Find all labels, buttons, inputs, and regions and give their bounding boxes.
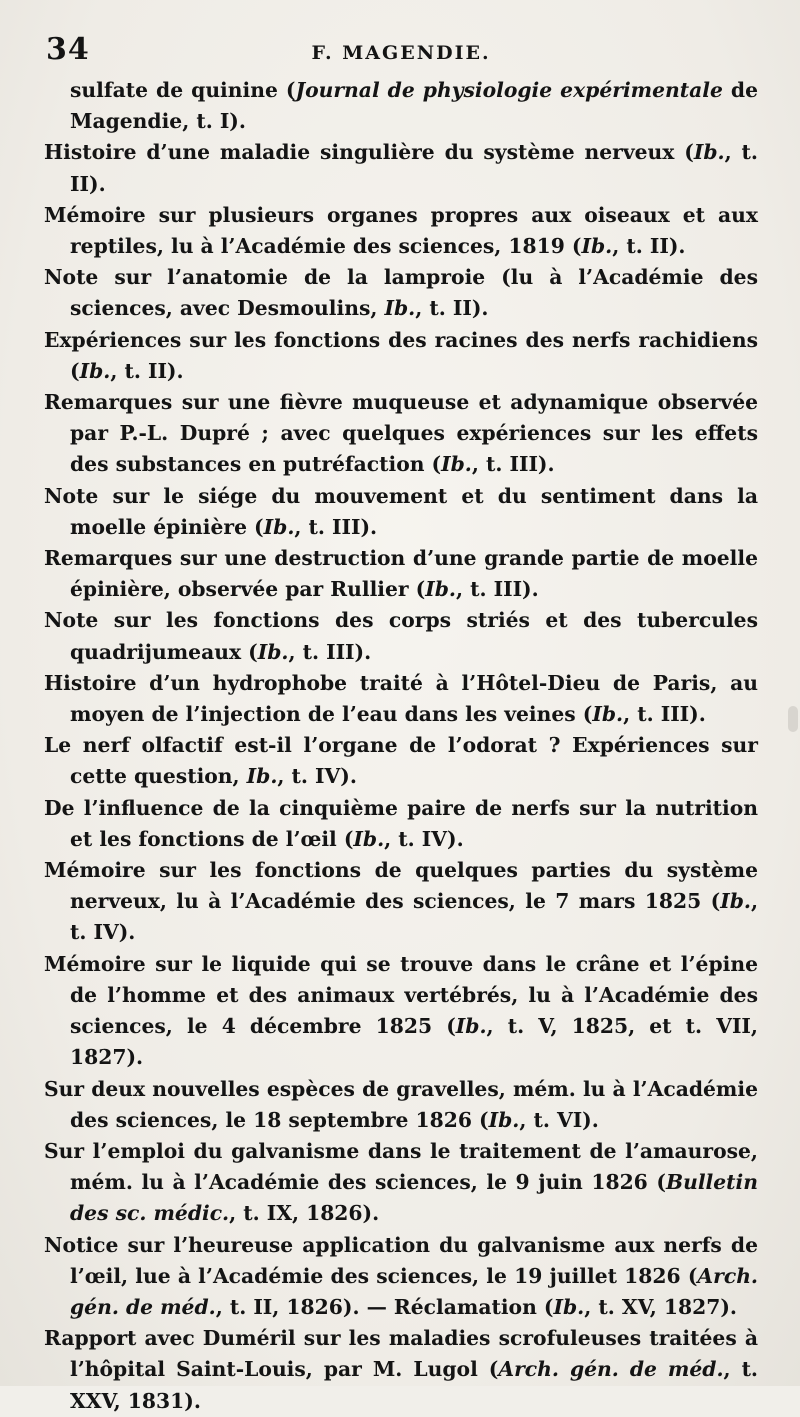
entry-text: , t. V, 1825, et t. VII, 1827). [70, 1014, 758, 1070]
entry-text: , t. II). [415, 296, 489, 321]
page-header [44, 30, 758, 70]
entry-text: , t. IV). [384, 826, 464, 851]
entry-text: Note sur les fonctions des corps striés et des tubercules quadrijumeaux ( [44, 608, 758, 664]
entry-text: Note sur le siége du mouvement et du sentiment dans la moelle épinière ( [44, 483, 758, 539]
entry-source-italic: Ib. [79, 358, 111, 383]
entry-text: De l’influence de la cinquième paire de nerfs sur la nutrition et les fonctions de l’œil ( [44, 795, 758, 851]
entry-source-italic: Ib. [581, 234, 613, 259]
bibliography-entry [44, 730, 758, 792]
entry-text: , t. VI). [519, 1107, 599, 1132]
entry-text: , t. III). [455, 577, 539, 602]
entry-text: , t. IX, 1826). [229, 1201, 380, 1226]
bibliography-entry [44, 1074, 758, 1136]
entry-text: , t. III). [288, 639, 372, 664]
bibliography-entry [44, 543, 758, 605]
entry-source-italic: Ib. [425, 577, 456, 602]
entry-source-italic: Ib. [693, 140, 725, 165]
bibliography-entry [44, 75, 758, 137]
bibliography-entry [44, 1323, 758, 1417]
entry-source-italic: Ib. [553, 1294, 585, 1319]
entry-text: , t. II). [70, 140, 758, 196]
entry-text: Remarques sur une fièvre muqueuse et adynamique observée par P.-L. Dupré ; avec quelques expériences sur les effets des substances en putréfaction ( [44, 390, 758, 477]
bibliography-entry [44, 949, 758, 1074]
entry-source-italic: Journal de physiologie expérimentale [295, 78, 723, 102]
entry-source-italic: Arch. gén. de méd. [70, 1263, 758, 1319]
bibliography-entry [44, 605, 758, 667]
bibliography-list [44, 75, 758, 1417]
running-head: F. MAGENDIE. [311, 42, 491, 64]
entry-text: Histoire d’un hydrophobe traité à l’Hôtel-Dieu de Paris, au moyen de l’injection de l’eau dans les veines ( [44, 670, 758, 727]
entry-source-italic: Ib. [592, 702, 624, 727]
entry-text: , t. II). [612, 234, 686, 259]
entry-text: , t. IV). [277, 764, 357, 789]
bibliography-entry [44, 793, 758, 855]
entry-source-italic: Ib. [720, 889, 751, 914]
entry-text: , t. III). [294, 514, 378, 539]
entry-source-italic: Ib. [263, 514, 295, 539]
bibliography-entry [44, 855, 758, 949]
entry-text: Histoire d’une maladie singulière du système nerveux ( [44, 140, 694, 165]
entry-text: Expériences sur les fonctions des racines des nerfs rachidiens ( [44, 327, 758, 383]
bibliography-entry [44, 1136, 758, 1230]
entry-text: Rapport avec Duméril sur les maladies scrofuleuses traitées à l’hôpital Saint-Louis, par M. Lugol ( [44, 1326, 758, 1382]
entry-source-italic: Ib. [441, 452, 472, 477]
bibliography-entry [44, 387, 758, 481]
entry-source-italic: Ib. [488, 1107, 520, 1132]
entry-source-italic: Ib. [384, 296, 416, 321]
entry-text: Le nerf olfactif est-il l’organe de l’odorat ? Expériences sur cette question, [44, 733, 758, 789]
bibliography-entry [44, 1230, 758, 1324]
bibliography-entry [44, 137, 758, 199]
entry-text: Remarques sur une destruction d’une grande partie de moelle épinière, observée par Rullier ( [44, 546, 758, 602]
entry-text: Sur l’emploi du galvanisme dans le traitement de l’amaurose, mém. lu à l’Académie des sciences, le 9 juin 1826 ( [44, 1138, 758, 1195]
entry-text: , t. XV, 1827). [584, 1294, 737, 1319]
entry-source-italic: Bulletin des sc. médic. [70, 1170, 758, 1226]
entry-text: de Magendie, t. I). [70, 78, 758, 134]
page-number: 34 [46, 32, 90, 67]
paper-blemish [788, 706, 798, 732]
entry-text: Notice sur l’heureuse application du galvanisme aux nerfs de l’œil, lue à l’Académie des sciences, le 19 juillet 1826 ( [44, 1232, 758, 1288]
bibliography-entry [44, 668, 758, 730]
entry-text: , t. XXV, 1831). [70, 1357, 758, 1413]
bibliography-entry [44, 325, 758, 387]
entry-text: Sur deux nouvelles espèces de gravelles, mém. lu à l’Académie des sciences, le 18 septembre 1826 ( [44, 1076, 758, 1132]
entry-text: Mémoire sur le liquide qui se trouve dans le crâne et l’épine de l’homme et des animaux vertébrés, lu à l’Académie des sciences, le 4 décembre 1825 ( [44, 951, 758, 1039]
entry-source-italic: Arch. gén. de méd. [498, 1357, 724, 1382]
entry-source-italic: Ib. [455, 1014, 487, 1039]
entry-text: Mémoire sur plusieurs organes propres aux oiseaux et aux reptiles, lu à l’Académie des sciences, 1819 ( [44, 202, 758, 259]
bibliography-entry [44, 200, 758, 262]
bibliography-entry [44, 481, 758, 543]
entry-text: , t. II, 1826). — Réclamation ( [215, 1294, 554, 1319]
entry-text: , t. III). [471, 452, 555, 477]
entry-text: sulfate de quinine ( [70, 78, 296, 102]
entry-text: , t. II). [110, 358, 184, 383]
entry-text: Mémoire sur les fonctions de quelques parties du système nerveux, lu à l’Académie des sciences, le 7 mars 1825 ( [44, 858, 758, 914]
bibliography-entry [44, 262, 758, 324]
entry-source-italic: Ib. [353, 826, 385, 851]
entry-source-italic: Ib. [257, 639, 289, 664]
entry-text: Note sur l’anatomie de la lamproie (lu à l’Académie des sciences, avec Desmoulins, [44, 265, 758, 321]
entry-text: , t. III). [623, 702, 706, 727]
entry-text: , t. IV). [70, 889, 758, 945]
entry-source-italic: Ib. [246, 764, 278, 789]
